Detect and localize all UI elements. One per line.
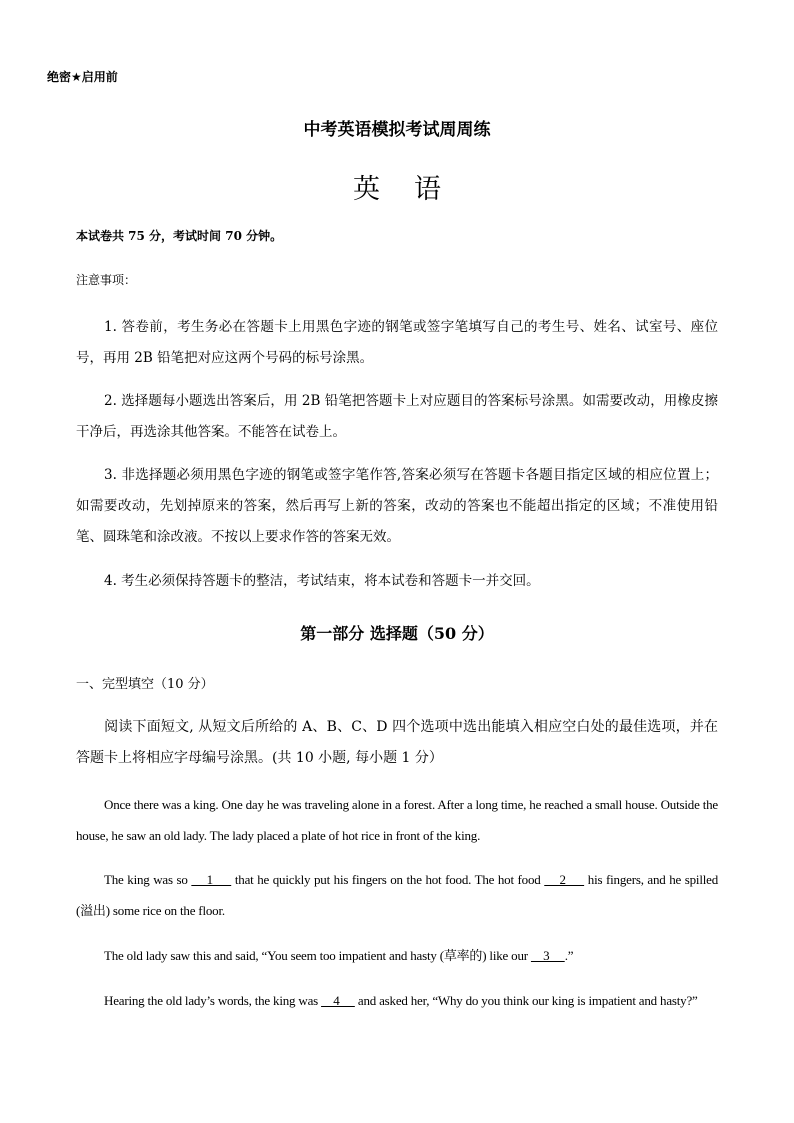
notice-item (76, 386, 718, 448)
passage-paragraph (76, 789, 718, 851)
part-title: 第一部分 选择题（50 分） (300, 624, 494, 643)
notice-text: 3. 非选择题必须用黑色字迹的钢笔或签字笔作答,答案必须写在答题卡各题目指定区域的相应位置上；如需要改动，先划掉原来的答案，然后再写上新的答案，改动的答案也不能超出指定的区域；不准使用铅笔、圆珠笔和涂改液。不按以上要求作答的答案无效。 (76, 467, 718, 545)
notice-item (76, 312, 718, 374)
passage-paragraph (76, 864, 718, 926)
notice-item (76, 566, 718, 597)
paragraph-text: The king was so (104, 872, 192, 887)
blank-1: 1 (191, 872, 232, 887)
notice-label: 注意事项： (76, 273, 137, 287)
blank-2: 2 (544, 872, 585, 887)
subject-title: 英语 (353, 174, 475, 205)
exam-info: 本试卷共 75 分，考试时间 70 分钟。 (76, 229, 283, 243)
blank-4: 4 (321, 993, 355, 1008)
section-title: 一、完型填空（10 分） (76, 677, 214, 692)
paragraph-text: The old lady saw this and said, “You seem too impatient and hasty (草率的) like our (104, 948, 531, 963)
paragraph-text: Once there was a king. One day he was traveling alone in a forest. After a long time, he reached a small house. Outside the house, he saw an old lady. The lady placed a plate of hot rice in front of the king. (76, 797, 718, 843)
section-instruction (76, 712, 718, 774)
blank-3: 3 (530, 948, 565, 963)
paragraph-text: and asked her, “Why do you think our king is impatient and hasty?” (354, 993, 698, 1008)
notice-text: 4. 考生必须保持答题卡的整洁，考试结束，将本试卷和答题卡一并交回。 (104, 573, 540, 589)
paragraph-text: his fingers, and he spilled (溢出) some rice on the floor. (76, 872, 719, 918)
passage-paragraph (76, 940, 718, 971)
notice-item (76, 460, 718, 553)
paragraph-text: that he quickly put his fingers on the hot food. The hot food (231, 872, 545, 887)
passage-paragraph (76, 985, 718, 1016)
notice-text: 1. 答卷前，考生务必在答题卡上用黑色字迹的钢笔或签字笔填写自己的考生号、姓名、试室号、座位号，再用 2B 铅笔把对应这两个号码的标号涂黑。 (76, 319, 718, 366)
exam-title: 中考英语模拟考试周周练 (303, 120, 491, 140)
notice-text: 2. 选择题每小题选出答案后，用 2B 铅笔把答题卡上对应题目的答案标号涂黑。如需要改动，用橡皮擦干净后，再选涂其他答案。不能答在试卷上。 (76, 393, 718, 440)
confidential-label: 绝密★启用前 (47, 70, 118, 84)
instruction-text: 阅读下面短文, 从短文后所给的 A、B、C、D 四个选项中选出能填入相应空白处的最佳选项，并在答题卡上将相应字母编号涂黑。(共 10 小题, 每小题 1 分） (76, 719, 718, 766)
paragraph-text: .” (564, 948, 574, 963)
paragraph-text: Hearing the old lady’s words, the king was (104, 993, 322, 1008)
